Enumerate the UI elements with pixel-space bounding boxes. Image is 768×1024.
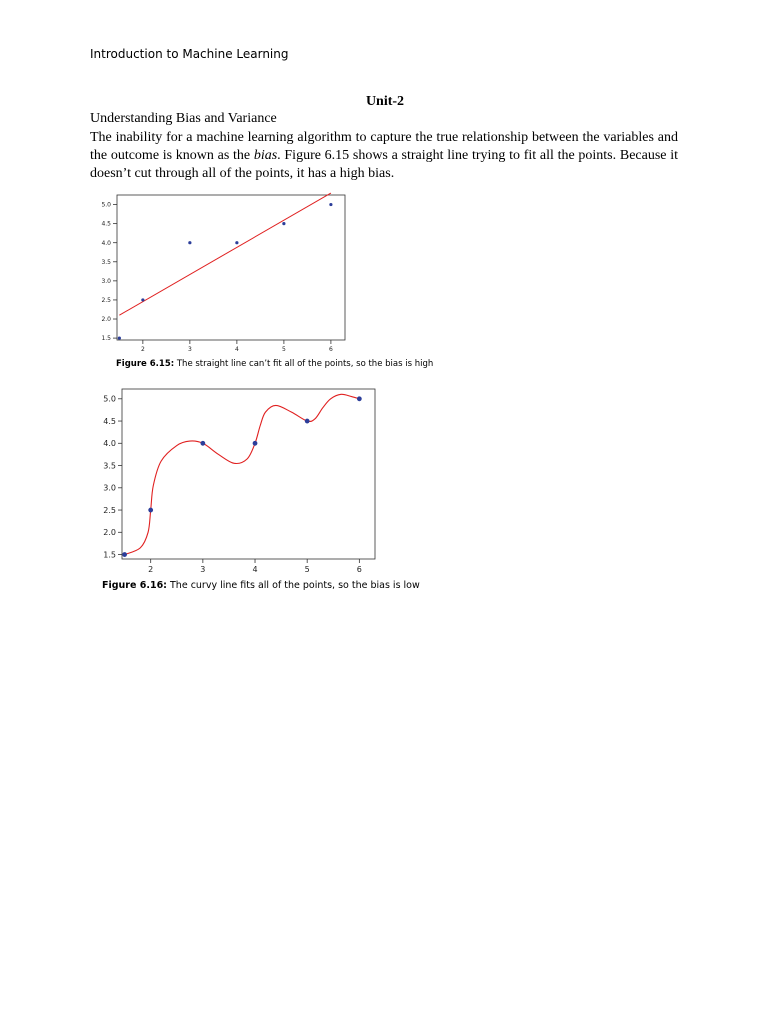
y-tick-label: 3.5	[101, 258, 111, 266]
y-tick-label: 1.5	[101, 335, 111, 343]
data-point	[253, 441, 258, 446]
x-tick-label: 4	[252, 565, 258, 574]
y-tick-label: 4.5	[101, 220, 111, 228]
figure-6-16-caption-text: The curvy line fits all of the points, so the bias is low	[166, 580, 420, 591]
x-tick-label: 3	[187, 346, 192, 353]
section-heading: Understanding Bias and Variance	[90, 111, 277, 126]
y-tick-label: 2.5	[101, 297, 111, 305]
paragraph-emphasis: bias	[253, 148, 278, 163]
figure-6-16-caption-label: Figure 6.16:	[102, 580, 167, 591]
x-tick-label: 2	[148, 565, 154, 574]
y-tick-label: 4.0	[101, 239, 111, 247]
figure-6-15-caption-label: Figure 6.15:	[116, 359, 175, 369]
x-tick-label: 6	[356, 565, 362, 574]
data-point	[357, 396, 362, 401]
x-tick-label: 3	[200, 565, 206, 574]
x-tick-label: 5	[304, 565, 310, 574]
data-point	[122, 552, 127, 557]
y-tick-label: 3.5	[103, 461, 116, 471]
figure-6-15-caption-text: The straight line can’t fit all of the points, so the bias is high	[174, 359, 434, 369]
paragraph-text-1: The inability for a machine learning algorithm to capture the true relationship between the variables and the outcome is known as the	[90, 130, 678, 163]
y-tick-label: 3.0	[103, 483, 116, 493]
y-tick-label: 1.5	[103, 550, 116, 560]
plot-frame	[122, 389, 375, 559]
data-point	[200, 441, 205, 446]
x-tick-label: 5	[281, 346, 286, 353]
y-tick-label: 5.0	[101, 201, 111, 209]
y-tick-label: 2.5	[103, 505, 116, 515]
paragraph-text-2: . Figure 6.15 shows a straight line trying to fit all the points. Because it doesn’t cut through all of the points, it has a high bias.	[90, 148, 678, 181]
y-tick-label: 2.0	[101, 316, 111, 324]
data-point	[305, 419, 310, 424]
data-point	[148, 508, 153, 513]
y-tick-label: 2.0	[103, 528, 116, 538]
x-tick-label: 6	[328, 346, 333, 353]
y-tick-label: 5.0	[103, 394, 116, 404]
unit-title: Unit-2	[365, 94, 405, 109]
x-tick-label: 2	[140, 346, 145, 353]
x-tick-label: 4	[234, 346, 239, 353]
y-tick-label: 4.0	[103, 439, 116, 449]
y-tick-label: 3.0	[101, 277, 111, 285]
running-header: Introduction to Machine Learning	[90, 47, 289, 61]
y-tick-label: 4.5	[103, 416, 116, 426]
figure-6-16-caption	[102, 580, 420, 591]
fit-curve	[125, 394, 360, 554]
